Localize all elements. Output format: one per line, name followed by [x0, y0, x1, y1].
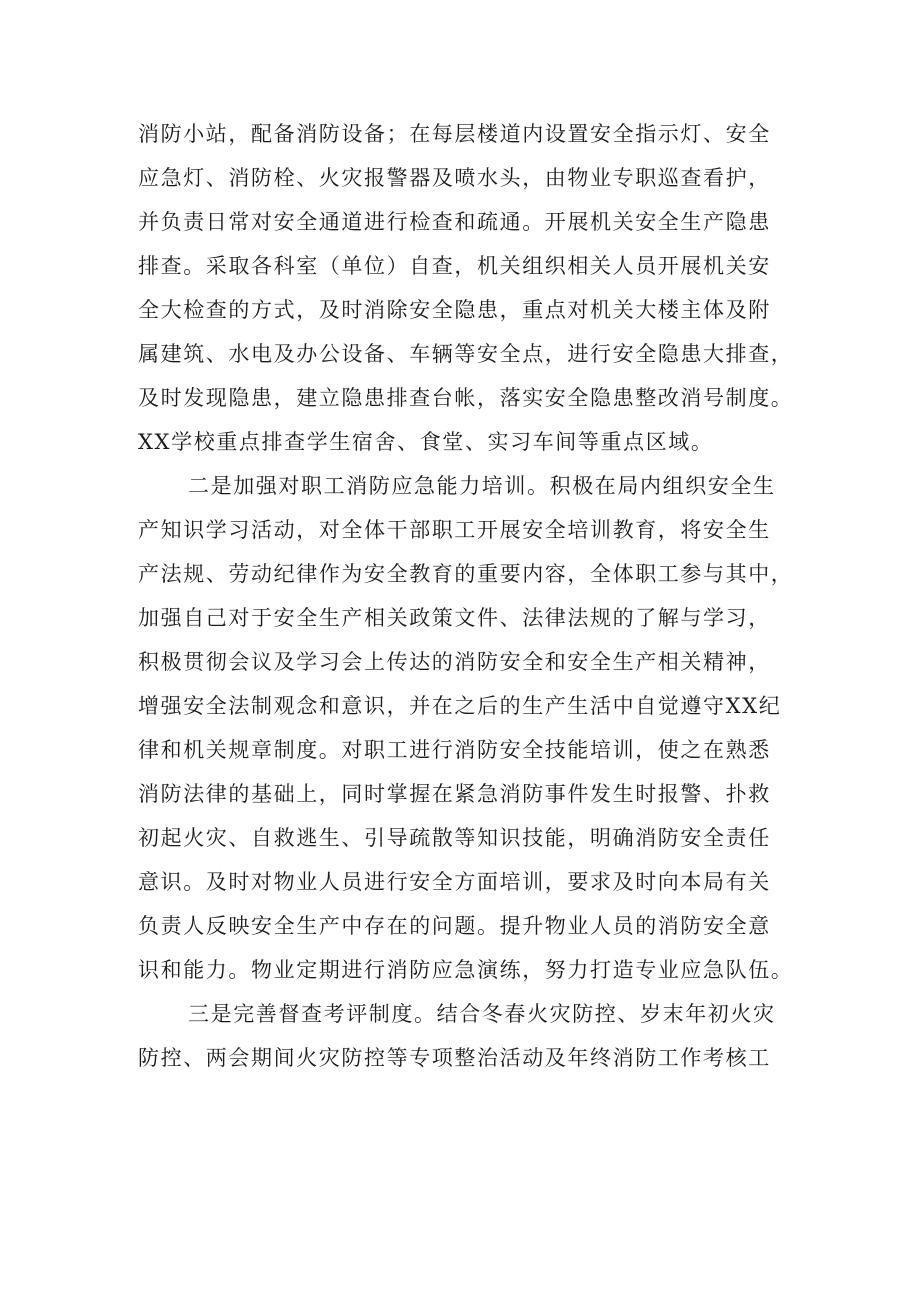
text-line: 消防小站，配备消防设备；在每层楼道内设置安全指示灯、安全: [138, 122, 771, 146]
text-line: XX学校重点排查学生宿舍、食堂、实习车间等重点区域。: [138, 430, 714, 454]
text-line: 律和机关规章制度。对职工进行消防安全技能培训，使之在熟悉: [138, 738, 771, 762]
text-line: 及时发现隐患，建立隐患排查台帐，落实安全隐患整改消号制度。: [138, 386, 794, 410]
text-line: 识和能力。物业定期进行消防应急演练，努力打造专业应急队伍。: [138, 958, 794, 982]
text-line: 积极贯彻会议及学习会上传达的消防安全和安全生产相关精神，: [138, 650, 771, 674]
text-line: 加强自己对于安全生产相关政策文件、法律法规的了解与学习，: [138, 606, 771, 630]
document-body: [138, 112, 808, 1080]
text-line: 防控、两会期间火灾防控等专项整治活动及年终消防工作考核工: [138, 1046, 771, 1070]
text-line: 负责人反映安全生产中存在的问题。提升物业人员的消防安全意: [138, 914, 771, 938]
text-line: 消防法律的基础上，同时掌握在紧急消防事件发生时报警、扑救: [138, 782, 771, 806]
paragraph-start-line: 二是加强对职工消防应急能力培训。积极在局内组织安全生: [188, 474, 776, 498]
text-line: 全大检查的方式，及时消除安全隐患，重点对机关大楼主体及附: [138, 298, 771, 322]
text-line: 并负责日常对安全通道进行检查和疏通。开展机关安全生产隐患: [138, 210, 771, 234]
text-line: 初起火灾、自救逃生、引导疏散等知识技能，明确消防安全责任: [138, 826, 771, 850]
text-line: 属建筑、水电及办公设备、车辆等安全点，进行安全隐患大排查，: [138, 342, 794, 366]
text-line: 应急灯、消防栓、火灾报警器及喷水头，由物业专职巡查看护，: [138, 166, 771, 190]
text-line: 增强安全法制观念和意识，并在之后的生产生活中自觉遵守XX纪: [138, 694, 782, 718]
text-line: 产法规、劳动纪律作为安全教育的重要内容，全体职工参与其中，: [138, 562, 794, 586]
text-line: 产知识学习活动，对全体干部职工开展安全培训教育，将安全生: [138, 518, 771, 542]
paragraph-start-line: 三是完善督查考评制度。结合冬春火灾防控、岁末年初火灾: [188, 1002, 776, 1026]
text-line: 排查。采取各科室（单位）自查，机关组织相关人员开展机关安: [138, 254, 771, 278]
text-line: 意识。及时对物业人员进行安全方面培训，要求及时向本局有关: [138, 870, 771, 894]
